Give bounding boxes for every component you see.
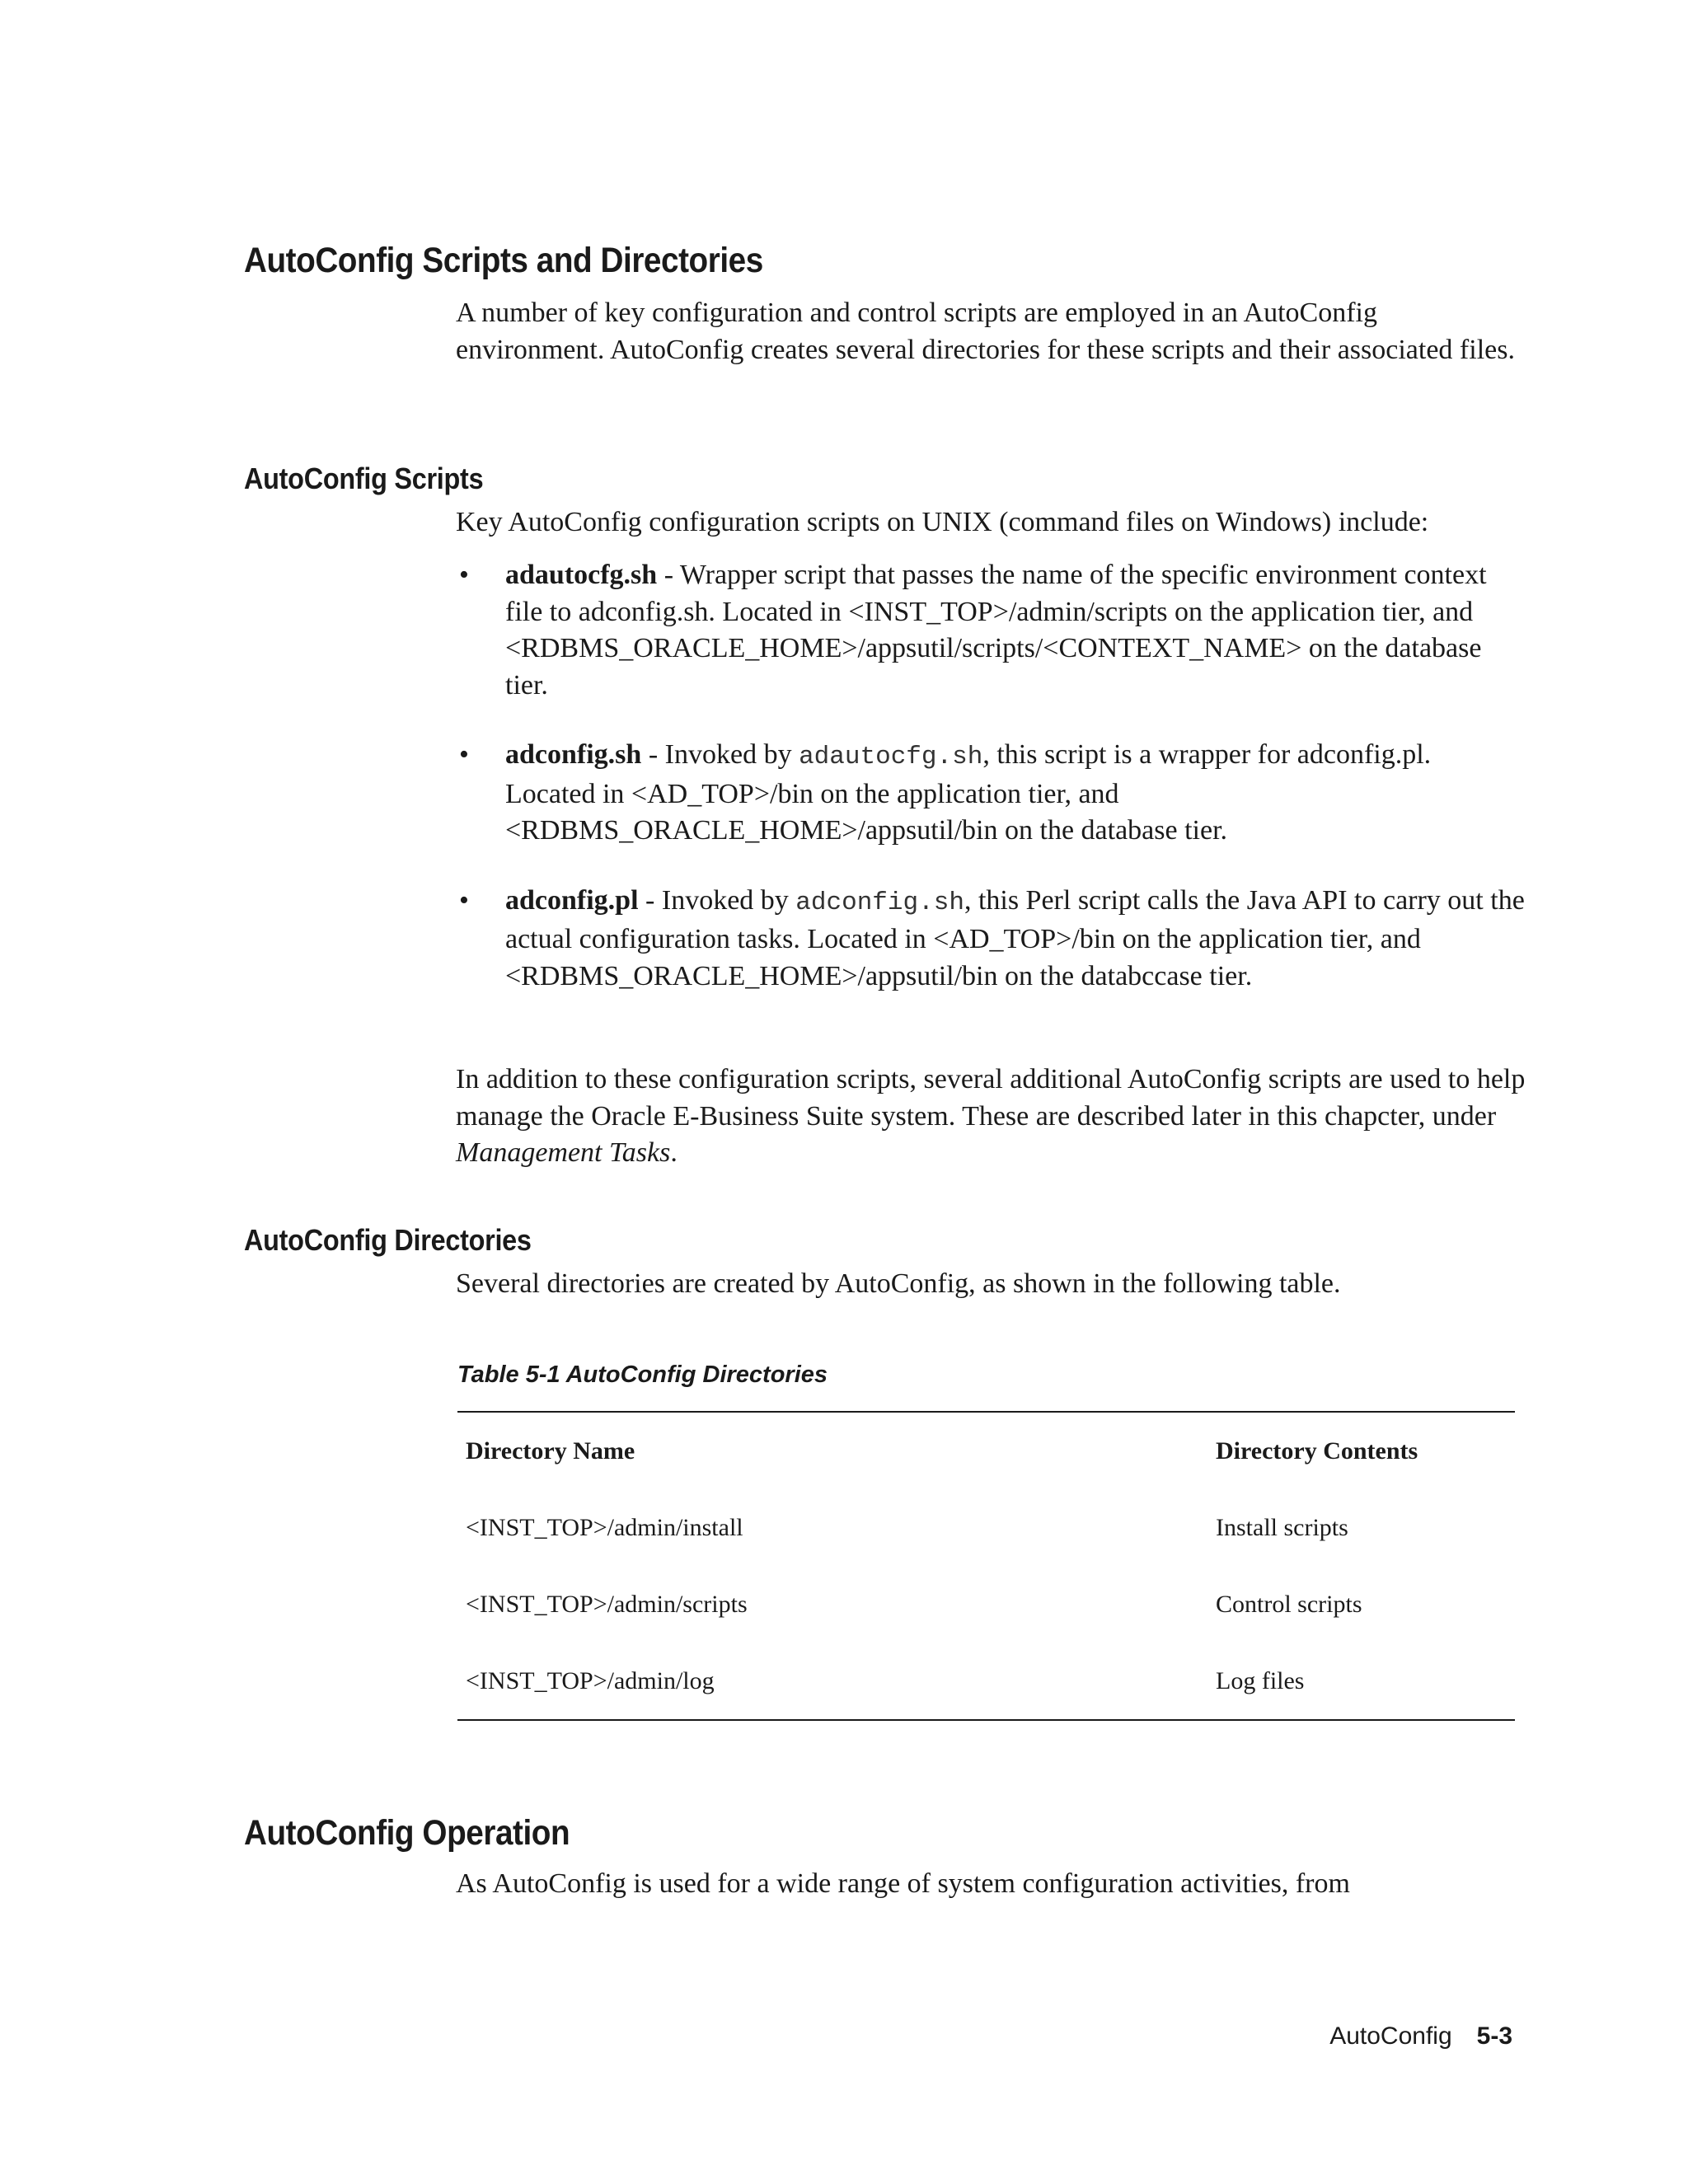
subheading-autoconfig-directories: AutoConfig Directories	[244, 1223, 532, 1257]
list-item	[456, 883, 1527, 996]
outro-text: In addition to these configuration scripts, several additional AutoConfig scripts are used to help manage the Oracle E-Business Suite system. These are described later in this chapcter, under	[456, 1064, 1526, 1132]
bullet-icon: •	[459, 560, 469, 590]
bullet-icon: •	[459, 739, 469, 770]
directory-contents-cell: Control scripts	[1216, 1591, 1362, 1618]
directories-intro-paragraph: Several directories are created by AutoConfig, as shown in the following table.	[456, 1268, 1341, 1299]
management-tasks-link[interactable]: Management Tasks	[456, 1137, 671, 1168]
directories-table	[457, 1411, 1515, 1721]
table-row	[457, 1489, 1515, 1566]
script-code-ref: adconfig.sh	[795, 888, 964, 917]
bullet-icon: •	[459, 884, 469, 916]
scripts-outro-paragraph	[456, 1062, 1527, 1172]
list-item	[456, 737, 1527, 850]
operation-intro-paragraph: As AutoConfig is used for a wide range of system configuration activities, from	[456, 1868, 1350, 1899]
directory-contents-cell: Install scripts	[1216, 1514, 1348, 1541]
directory-name-cell: <INST_TOP>/admin/scripts	[466, 1591, 748, 1618]
table-row	[457, 1566, 1515, 1643]
script-code-ref: adautocfg.sh	[799, 743, 983, 771]
directory-name-cell: <INST_TOP>/admin/log	[466, 1667, 715, 1694]
table-row	[457, 1643, 1515, 1719]
column-header-directory-name: Directory Name	[466, 1437, 635, 1465]
column-header-directory-contents: Directory Contents	[1216, 1437, 1418, 1465]
list-item	[456, 557, 1527, 704]
table-caption: Table 5-1 AutoConfig Directories	[457, 1361, 828, 1388]
script-description-post: , this script is a wrapper for adconfig.pl. Located in <AD_TOP>/bin on the application tier, and <RDBMS_ORACLE_HOME>/appsutil/bin on the database tier.	[505, 739, 1432, 846]
script-description-post: , this Perl script calls the Java API to carry out the actual configuration tasks. Located in <AD_TOP>/bin on the application tier, and <RDBMS_ORACLE_HOME>/appsutil/bin on the databccase tier.	[505, 884, 1525, 991]
script-description-pre: - Invoked by	[641, 739, 799, 770]
section-heading-scripts-and-directories: AutoConfig Scripts and Directories	[244, 241, 763, 280]
scripts-bullet-list	[456, 557, 1527, 1028]
page-footer	[1329, 2022, 1512, 2050]
section-heading-operation: AutoConfig Operation	[244, 1813, 570, 1853]
subheading-autoconfig-scripts: AutoConfig Scripts	[244, 462, 484, 495]
scripts-intro-paragraph: Key AutoConfig configuration scripts on UNIX (command files on Windows) include:	[456, 507, 1429, 537]
script-name: adconfig.pl	[505, 884, 639, 916]
script-name: adconfig.sh	[505, 739, 642, 770]
script-description: - Wrapper script that passes the name of the specific environment context file to adconfig.sh. Located in <INST_TOP>/admin/scripts on the application tier, and <RDBMS_ORACLE_HOME>/appsutil/scripts/<CONTEXT_NAME> on the database tier.	[505, 560, 1487, 701]
directory-name-cell: <INST_TOP>/admin/install	[466, 1514, 743, 1541]
directory-contents-cell: Log files	[1216, 1667, 1305, 1694]
script-name: adautocfg.sh	[505, 560, 658, 590]
script-description-pre: - Invoked by	[638, 884, 796, 916]
table-header-row	[457, 1413, 1515, 1489]
section-intro-paragraph: A number of key configuration and control scripts are employed in an AutoConfig environment. AutoConfig creates several directories for these scripts and their associated files.	[456, 298, 1515, 365]
page-number: 5-3	[1476, 2022, 1512, 2050]
outro-end: .	[670, 1137, 678, 1168]
footer-chapter-name: AutoConfig	[1329, 2022, 1452, 2050]
